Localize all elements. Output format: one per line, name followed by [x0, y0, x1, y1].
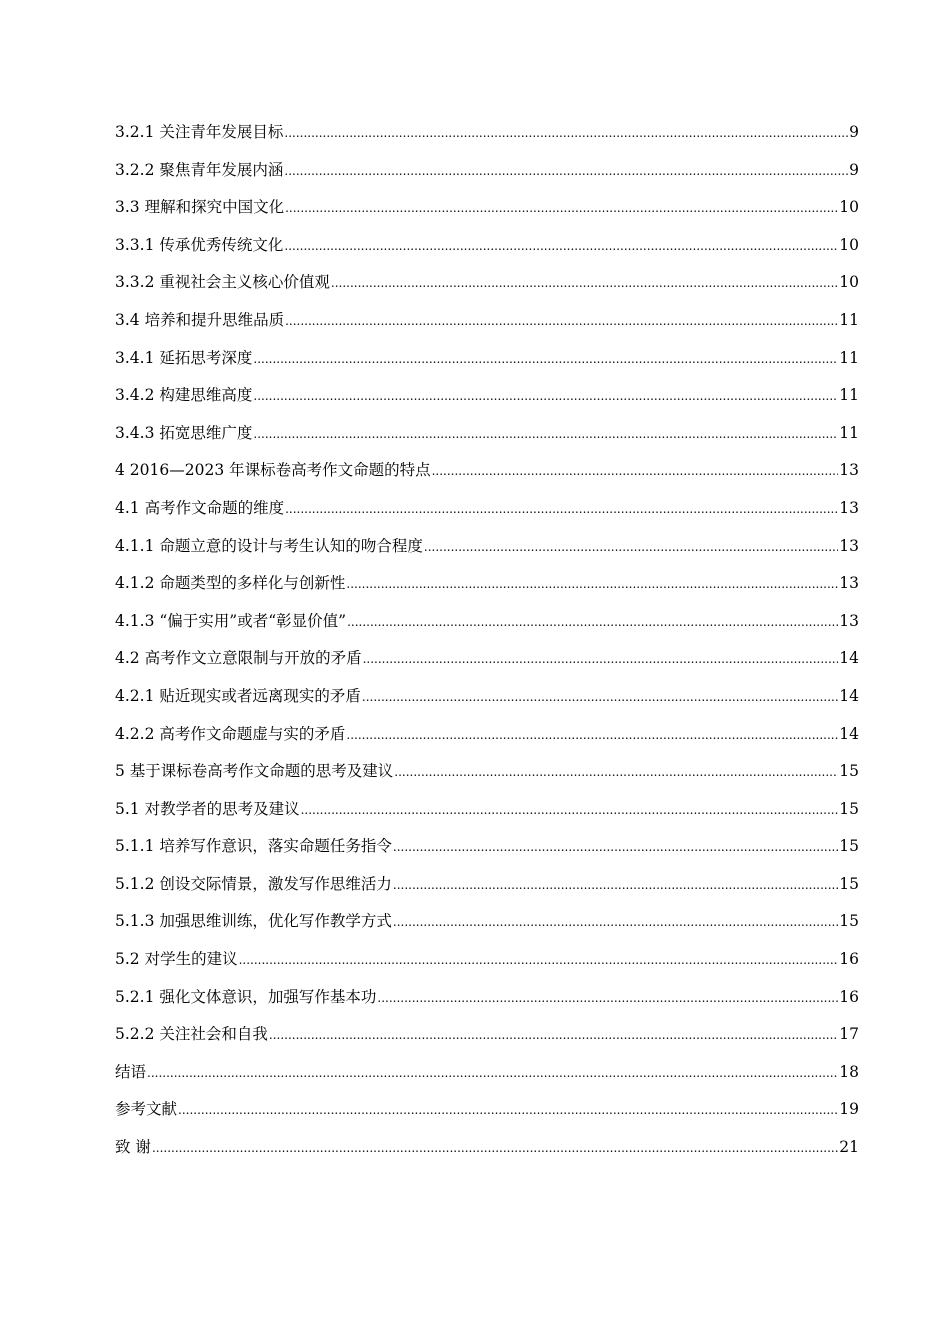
- toc-dot-leader: [362, 679, 838, 717]
- toc-dot-leader: [253, 341, 838, 379]
- toc-page-number: 16: [839, 950, 859, 969]
- toc-page-number: 14: [839, 724, 859, 743]
- toc-entry[interactable]: [115, 528, 859, 566]
- toc-page-number: 9: [849, 123, 859, 141]
- toc-page-number: 11: [839, 310, 859, 329]
- toc-page-number: 15: [839, 762, 859, 781]
- toc-entry-title: 5.2.1 强化文体意识，加强写作基本功: [115, 987, 377, 1006]
- toc-page-number: 19: [839, 1100, 859, 1119]
- toc-page-number: 16: [839, 987, 859, 1006]
- toc-dot-leader: [253, 378, 838, 416]
- toc-entry-title: 参考文献: [115, 1100, 178, 1119]
- toc-entry[interactable]: [115, 415, 859, 453]
- toc-entry-title: 3.4 培养和提升思维品质: [115, 310, 285, 329]
- toc-entry-title: 5.2.2 关注社会和自我: [115, 1025, 268, 1044]
- toc-entry[interactable]: [115, 1129, 859, 1167]
- toc-entry-title: 4.2.2 高考作文命题虚与实的矛盾: [115, 724, 346, 743]
- toc-dot-leader: [347, 604, 838, 642]
- toc-entry-title: 结语: [115, 1062, 147, 1081]
- toc-dot-leader: [432, 453, 839, 491]
- toc-entry[interactable]: [115, 377, 859, 415]
- toc-page-number: 11: [839, 348, 859, 367]
- toc-dot-leader: [239, 942, 839, 980]
- toc-dot-leader: [285, 190, 838, 228]
- toc-entry-title: 4.1 高考作文命题的维度: [115, 498, 285, 517]
- toc-entry[interactable]: [115, 678, 859, 716]
- toc-page-number: 13: [839, 461, 859, 480]
- toc-entry[interactable]: [115, 828, 859, 866]
- toc-dot-leader: [393, 904, 838, 942]
- toc-entry-title: 4.1.3 “偏于实用”或者“彰显价值”: [115, 611, 347, 630]
- toc-entry-title: 5 基于课标卷高考作文命题的思考及建议: [115, 762, 394, 781]
- toc-entry-title: 3.4.1 延拓思考深度: [115, 348, 253, 367]
- toc-entry[interactable]: [115, 565, 859, 603]
- toc-page-number: 11: [839, 423, 859, 442]
- toc-entry[interactable]: [115, 716, 859, 754]
- toc-entry[interactable]: [115, 340, 859, 378]
- toc-page-number: 10: [839, 198, 859, 217]
- toc-entry-title: 4.1.2 命题类型的多样化与创新性: [115, 574, 346, 593]
- toc-dot-leader: [301, 792, 839, 830]
- toc-entry-title: 3.4.2 构建思维高度: [115, 386, 253, 405]
- toc-page-number: 13: [839, 498, 859, 517]
- toc-entry[interactable]: [115, 903, 859, 941]
- toc-page-number: 15: [839, 799, 859, 818]
- toc-dot-leader: [393, 829, 838, 867]
- toc-entry-title: 3.2.2 聚焦青年发展内涵: [115, 160, 284, 179]
- toc-page-number: 14: [839, 649, 859, 668]
- toc-entry[interactable]: [115, 866, 859, 904]
- toc-entry-title: 致 谢: [115, 1138, 151, 1157]
- toc-page-number: 13: [839, 611, 859, 630]
- toc-entry[interactable]: [115, 941, 859, 979]
- toc-dot-leader: [394, 754, 838, 792]
- toc-entry[interactable]: [115, 490, 859, 528]
- toc-dot-leader: [253, 416, 838, 454]
- toc-page-number: 15: [839, 912, 859, 931]
- toc-entry[interactable]: [115, 227, 859, 265]
- toc-dot-leader: [424, 529, 838, 567]
- toc-page-number: 14: [839, 686, 859, 705]
- toc-page-number: 10: [839, 235, 859, 254]
- toc-entry[interactable]: [115, 1054, 859, 1092]
- toc-entry[interactable]: [115, 979, 859, 1017]
- toc-entry[interactable]: [115, 753, 859, 791]
- toc-page-number: 15: [839, 837, 859, 856]
- toc-dot-leader: [377, 980, 838, 1018]
- toc-page-number: 15: [839, 874, 859, 893]
- toc-entry[interactable]: [115, 189, 859, 227]
- toc-dot-leader: [284, 115, 848, 153]
- toc-entry-title: 5.1 对教学者的思考及建议: [115, 799, 300, 818]
- toc-entry[interactable]: [115, 114, 859, 152]
- toc-page-number: 21: [839, 1138, 859, 1157]
- toc-dot-leader: [285, 491, 838, 529]
- toc-page-number: 13: [839, 574, 859, 593]
- toc-entry-title: 3.4.3 拓宽思维广度: [115, 423, 253, 442]
- toc-entry[interactable]: [115, 264, 859, 302]
- toc-entry-title: 4.2.1 贴近现实或者远离现实的矛盾: [115, 686, 361, 705]
- toc-dot-leader: [393, 867, 838, 905]
- toc-entry-title: 3.3.2 重视社会主义核心价值观: [115, 273, 330, 292]
- toc-dot-leader: [269, 1017, 838, 1055]
- toc-dot-leader: [178, 1092, 838, 1130]
- toc-entry[interactable]: [115, 152, 859, 190]
- toc-page-number: 9: [849, 160, 859, 179]
- toc-entry[interactable]: [115, 640, 859, 678]
- toc-page-number: 11: [839, 386, 859, 405]
- table-of-contents: [115, 114, 859, 1167]
- toc-entry-title: 5.2 对学生的建议: [115, 950, 238, 969]
- toc-dot-leader: [331, 265, 838, 303]
- toc-entry[interactable]: [115, 791, 859, 829]
- toc-dot-leader: [346, 566, 838, 604]
- toc-entry-title: 4.1.1 命题立意的设计与考生认知的吻合程度: [115, 536, 423, 555]
- toc-dot-leader: [152, 1130, 838, 1168]
- toc-page-number: 10: [839, 273, 859, 292]
- toc-entry-title: 5.1.1 培养写作意识，落实命题任务指令: [115, 837, 392, 856]
- toc-entry-title: 4.2 高考作文立意限制与开放的矛盾: [115, 649, 362, 668]
- toc-entry-title: 4 2016—2023 年课标卷高考作文命题的特点: [115, 461, 431, 480]
- toc-entry[interactable]: [115, 1016, 859, 1054]
- toc-entry[interactable]: [115, 1091, 859, 1129]
- toc-entry[interactable]: [115, 603, 859, 641]
- toc-page-number: 17: [839, 1025, 859, 1044]
- toc-dot-leader: [346, 717, 838, 755]
- toc-page-number: 13: [839, 536, 859, 555]
- toc-dot-leader: [285, 303, 838, 341]
- toc-entry-title: 5.1.2 创设交际情景，激发写作思维活力: [115, 874, 392, 893]
- toc-entry[interactable]: [115, 452, 859, 490]
- toc-page-number: 18: [839, 1062, 859, 1081]
- toc-entry-title: 5.1.3 加强思维训练，优化写作教学方式: [115, 912, 392, 931]
- toc-dot-leader: [284, 153, 848, 191]
- toc-dot-leader: [363, 641, 839, 679]
- toc-dot-leader: [284, 228, 838, 266]
- toc-dot-leader: [147, 1055, 838, 1093]
- toc-entry-title: 3.2.1 关注青年发展目标: [115, 123, 284, 141]
- toc-entry-title: 3.3.1 传承优秀传统文化: [115, 235, 284, 254]
- toc-entry-title: 3.3 理解和探究中国文化: [115, 198, 285, 217]
- toc-entry[interactable]: [115, 302, 859, 340]
